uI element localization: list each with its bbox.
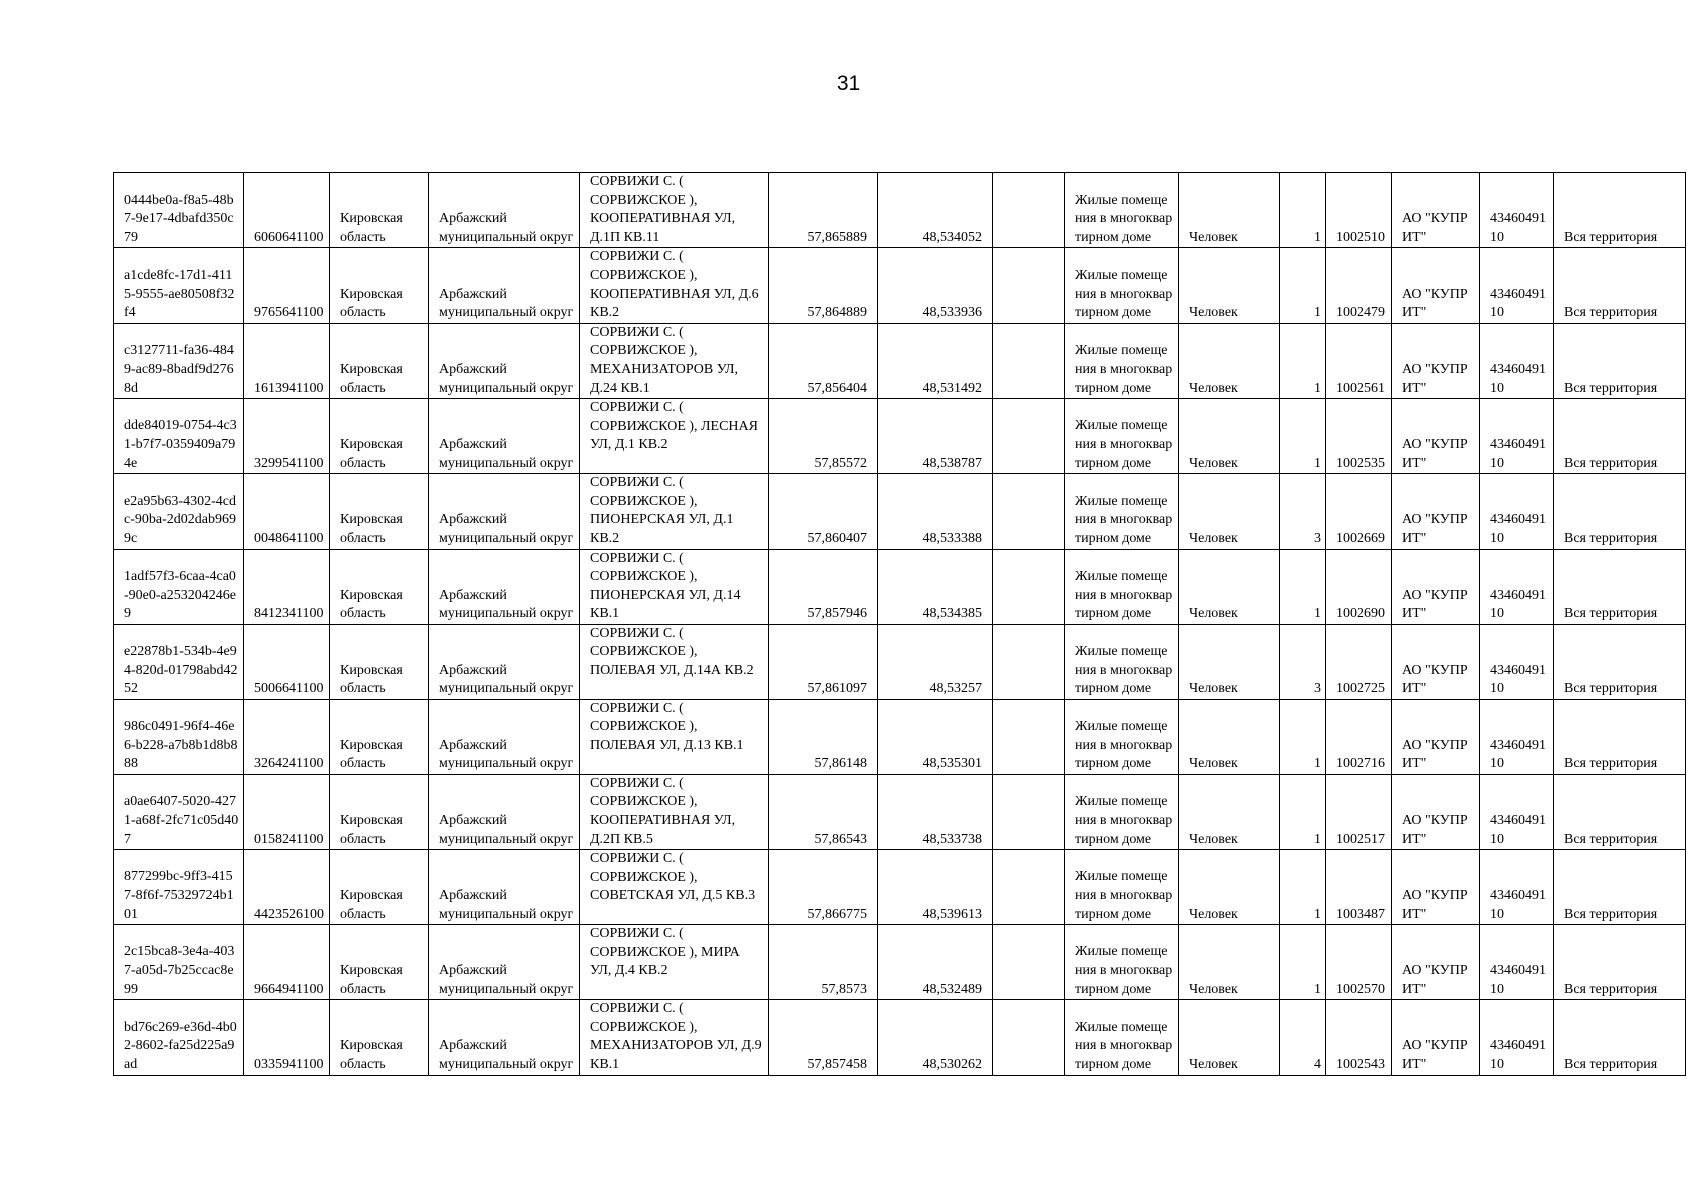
cell-number: 1002479 — [1326, 248, 1392, 323]
cell-region: Кировская область — [330, 774, 429, 849]
cell-organization: АО "КУПРИТ" — [1392, 624, 1480, 699]
cell-region: Кировская область — [330, 549, 429, 624]
table-row — [114, 1000, 1686, 1075]
cell-empty — [993, 774, 1065, 849]
cell-id: 2c15bca8-3e4a-4037-a05d-7b25ccac8e99 — [114, 925, 244, 1000]
cell-inn: 4346049110 — [1480, 173, 1554, 248]
cell-premises-type: Жилые помещения в многоквартирном доме — [1065, 925, 1179, 1000]
cell-empty — [993, 474, 1065, 549]
register-table — [113, 172, 1686, 1076]
cell-address: СОРВИЖИ С. ( СОРВИЖСКОЕ ), ПОЛЕВАЯ УЛ, Д.14А КВ.2 — [580, 624, 769, 699]
table-row — [114, 624, 1686, 699]
cell-empty — [993, 399, 1065, 474]
cell-district: Арбажский муниципальный округ — [429, 323, 580, 398]
cell-premises-type: Жилые помещения в многоквартирном доме — [1065, 624, 1179, 699]
cell-region: Кировская область — [330, 399, 429, 474]
cell-inn: 4346049110 — [1480, 323, 1554, 398]
cell-district: Арбажский муниципальный округ — [429, 699, 580, 774]
table-row — [114, 474, 1686, 549]
cell-premises-type: Жилые помещения в многоквартирном доме — [1065, 399, 1179, 474]
cell-latitude: 57,861097 — [769, 624, 878, 699]
cell-code: 9664941100 — [244, 925, 330, 1000]
cell-unit: Человек — [1179, 925, 1280, 1000]
cell-region: Кировская область — [330, 850, 429, 925]
cell-empty — [993, 173, 1065, 248]
cell-unit: Человек — [1179, 474, 1280, 549]
cell-organization: АО "КУПРИТ" — [1392, 173, 1480, 248]
cell-code: 0048641100 — [244, 474, 330, 549]
cell-district: Арбажский муниципальный округ — [429, 774, 580, 849]
cell-unit: Человек — [1179, 699, 1280, 774]
cell-organization: АО "КУПРИТ" — [1392, 248, 1480, 323]
cell-number: 1002543 — [1326, 1000, 1392, 1075]
cell-organization: АО "КУПРИТ" — [1392, 774, 1480, 849]
cell-address: СОРВИЖИ С. ( СОРВИЖСКОЕ ), КООПЕРАТИВНАЯ УЛ, Д.6 КВ.2 — [580, 248, 769, 323]
cell-code: 0158241100 — [244, 774, 330, 849]
table-row — [114, 925, 1686, 1000]
cell-empty — [993, 323, 1065, 398]
cell-premises-type: Жилые помещения в многоквартирном доме — [1065, 173, 1179, 248]
cell-region: Кировская область — [330, 699, 429, 774]
cell-territory: Вся территория — [1554, 549, 1686, 624]
cell-longitude: 48,531492 — [878, 323, 993, 398]
cell-latitude: 57,857458 — [769, 1000, 878, 1075]
cell-number: 1002535 — [1326, 399, 1392, 474]
cell-longitude: 48,534052 — [878, 173, 993, 248]
cell-code: 4423526100 — [244, 850, 330, 925]
cell-longitude: 48,534385 — [878, 549, 993, 624]
cell-count: 3 — [1280, 624, 1326, 699]
cell-unit: Человек — [1179, 399, 1280, 474]
cell-latitude: 57,865889 — [769, 173, 878, 248]
cell-region: Кировская область — [330, 1000, 429, 1075]
cell-territory: Вся территория — [1554, 1000, 1686, 1075]
cell-id: 1adf57f3-6caa-4ca0-90e0-a253204246e9 — [114, 549, 244, 624]
cell-id: 877299bc-9ff3-4157-8f6f-75329724b101 — [114, 850, 244, 925]
cell-inn: 4346049110 — [1480, 624, 1554, 699]
cell-territory: Вся территория — [1554, 850, 1686, 925]
cell-inn: 4346049110 — [1480, 248, 1554, 323]
cell-id: 986c0491-96f4-46e6-b228-a7b8b1d8b888 — [114, 699, 244, 774]
cell-longitude: 48,539613 — [878, 850, 993, 925]
cell-empty — [993, 925, 1065, 1000]
cell-address: СОРВИЖИ С. ( СОРВИЖСКОЕ ), СОВЕТСКАЯ УЛ, Д.5 КВ.3 — [580, 850, 769, 925]
cell-id: 0444be0a-f8a5-48b7-9e17-4dbafd350c79 — [114, 173, 244, 248]
cell-territory: Вся территория — [1554, 624, 1686, 699]
cell-address: СОРВИЖИ С. ( СОРВИЖСКОЕ ), МЕХАНИЗАТОРОВ УЛ, Д.24 КВ.1 — [580, 323, 769, 398]
cell-id: e22878b1-534b-4e94-820d-01798abd4252 — [114, 624, 244, 699]
cell-territory: Вся территория — [1554, 323, 1686, 398]
cell-address: СОРВИЖИ С. ( СОРВИЖСКОЕ ), МИРА УЛ, Д.4 КВ.2 — [580, 925, 769, 1000]
cell-district: Арбажский муниципальный округ — [429, 474, 580, 549]
cell-number: 1002725 — [1326, 624, 1392, 699]
cell-district: Арбажский муниципальный округ — [429, 399, 580, 474]
cell-number: 1002517 — [1326, 774, 1392, 849]
cell-unit: Человек — [1179, 774, 1280, 849]
table-row — [114, 399, 1686, 474]
cell-inn: 4346049110 — [1480, 399, 1554, 474]
cell-code: 5006641100 — [244, 624, 330, 699]
cell-empty — [993, 699, 1065, 774]
cell-territory: Вся территория — [1554, 173, 1686, 248]
cell-unit: Человек — [1179, 173, 1280, 248]
cell-latitude: 57,86543 — [769, 774, 878, 849]
cell-code: 3299541100 — [244, 399, 330, 474]
cell-empty — [993, 624, 1065, 699]
page-number: 31 — [836, 72, 861, 95]
cell-number: 1002561 — [1326, 323, 1392, 398]
cell-unit: Человек — [1179, 624, 1280, 699]
cell-count: 3 — [1280, 474, 1326, 549]
cell-count: 1 — [1280, 850, 1326, 925]
cell-longitude: 48,533738 — [878, 774, 993, 849]
cell-code: 3264241100 — [244, 699, 330, 774]
cell-unit: Человек — [1179, 1000, 1280, 1075]
cell-latitude: 57,85572 — [769, 399, 878, 474]
cell-organization: АО "КУПРИТ" — [1392, 323, 1480, 398]
cell-longitude: 48,532489 — [878, 925, 993, 1000]
cell-premises-type: Жилые помещения в многоквартирном доме — [1065, 1000, 1179, 1075]
cell-number: 1002690 — [1326, 549, 1392, 624]
cell-inn: 4346049110 — [1480, 774, 1554, 849]
cell-latitude: 57,8573 — [769, 925, 878, 1000]
cell-id: dde84019-0754-4c31-b7f7-0359409a794e — [114, 399, 244, 474]
cell-code: 8412341100 — [244, 549, 330, 624]
cell-number: 1003487 — [1326, 850, 1392, 925]
cell-number: 1002669 — [1326, 474, 1392, 549]
cell-count: 1 — [1280, 774, 1326, 849]
cell-premises-type: Жилые помещения в многоквартирном доме — [1065, 850, 1179, 925]
cell-inn: 4346049110 — [1480, 549, 1554, 624]
cell-address: СОРВИЖИ С. ( СОРВИЖСКОЕ ), ЛЕСНАЯ УЛ, Д.1 КВ.2 — [580, 399, 769, 474]
cell-count: 1 — [1280, 173, 1326, 248]
cell-count: 1 — [1280, 549, 1326, 624]
table-row — [114, 699, 1686, 774]
cell-organization: АО "КУПРИТ" — [1392, 1000, 1480, 1075]
table-row — [114, 850, 1686, 925]
table-row — [114, 549, 1686, 624]
cell-premises-type: Жилые помещения в многоквартирном доме — [1065, 248, 1179, 323]
cell-premises-type: Жилые помещения в многоквартирном доме — [1065, 323, 1179, 398]
cell-inn: 4346049110 — [1480, 850, 1554, 925]
cell-region: Кировская область — [330, 323, 429, 398]
cell-inn: 4346049110 — [1480, 1000, 1554, 1075]
cell-region: Кировская область — [330, 925, 429, 1000]
cell-longitude: 48,533388 — [878, 474, 993, 549]
cell-longitude: 48,538787 — [878, 399, 993, 474]
cell-count: 1 — [1280, 699, 1326, 774]
cell-latitude: 57,860407 — [769, 474, 878, 549]
cell-premises-type: Жилые помещения в многоквартирном доме — [1065, 774, 1179, 849]
cell-premises-type: Жилые помещения в многоквартирном доме — [1065, 699, 1179, 774]
cell-region: Кировская область — [330, 173, 429, 248]
cell-inn: 4346049110 — [1480, 925, 1554, 1000]
cell-code: 1613941100 — [244, 323, 330, 398]
cell-region: Кировская область — [330, 248, 429, 323]
cell-district: Арбажский муниципальный округ — [429, 624, 580, 699]
cell-code: 6060641100 — [244, 173, 330, 248]
cell-longitude: 48,53257 — [878, 624, 993, 699]
cell-number: 1002510 — [1326, 173, 1392, 248]
cell-address: СОРВИЖИ С. ( СОРВИЖСКОЕ ), КООПЕРАТИВНАЯ УЛ, Д.2П КВ.5 — [580, 774, 769, 849]
cell-district: Арбажский муниципальный округ — [429, 925, 580, 1000]
cell-number: 1002716 — [1326, 699, 1392, 774]
cell-id: e2a95b63-4302-4cdc-90ba-2d02dab9699c — [114, 474, 244, 549]
cell-premises-type: Жилые помещения в многоквартирном доме — [1065, 549, 1179, 624]
cell-count: 1 — [1280, 323, 1326, 398]
cell-latitude: 57,86148 — [769, 699, 878, 774]
cell-territory: Вся территория — [1554, 474, 1686, 549]
cell-id: a1cde8fc-17d1-4115-9555-ae80508f32f4 — [114, 248, 244, 323]
cell-code: 9765641100 — [244, 248, 330, 323]
cell-inn: 4346049110 — [1480, 699, 1554, 774]
cell-region: Кировская область — [330, 474, 429, 549]
cell-territory: Вся территория — [1554, 774, 1686, 849]
cell-count: 1 — [1280, 399, 1326, 474]
cell-territory: Вся территория — [1554, 399, 1686, 474]
register-rows — [114, 173, 1686, 1076]
cell-organization: АО "КУПРИТ" — [1392, 925, 1480, 1000]
cell-organization: АО "КУПРИТ" — [1392, 399, 1480, 474]
cell-longitude: 48,535301 — [878, 699, 993, 774]
cell-latitude: 57,866775 — [769, 850, 878, 925]
cell-latitude: 57,857946 — [769, 549, 878, 624]
cell-latitude: 57,856404 — [769, 323, 878, 398]
cell-count: 4 — [1280, 1000, 1326, 1075]
cell-id: c3127711-fa36-4849-ac89-8badf9d2768d — [114, 323, 244, 398]
cell-region: Кировская область — [330, 624, 429, 699]
cell-unit: Человек — [1179, 850, 1280, 925]
table-row — [114, 774, 1686, 849]
cell-unit: Человек — [1179, 323, 1280, 398]
cell-district: Арбажский муниципальный округ — [429, 549, 580, 624]
cell-count: 1 — [1280, 248, 1326, 323]
cell-territory: Вся территория — [1554, 699, 1686, 774]
cell-territory: Вся территория — [1554, 248, 1686, 323]
cell-unit: Человек — [1179, 549, 1280, 624]
cell-organization: АО "КУПРИТ" — [1392, 474, 1480, 549]
cell-district: Арбажский муниципальный округ — [429, 1000, 580, 1075]
cell-inn: 4346049110 — [1480, 474, 1554, 549]
cell-district: Арбажский муниципальный округ — [429, 248, 580, 323]
cell-number: 1002570 — [1326, 925, 1392, 1000]
cell-latitude: 57,864889 — [769, 248, 878, 323]
cell-empty — [993, 549, 1065, 624]
table-row — [114, 248, 1686, 323]
cell-address: СОРВИЖИ С. ( СОРВИЖСКОЕ ), МЕХАНИЗАТОРОВ УЛ, Д.9 КВ.1 — [580, 1000, 769, 1075]
cell-organization: АО "КУПРИТ" — [1392, 549, 1480, 624]
cell-id: bd76c269-e36d-4b02-8602-fa25d225a9ad — [114, 1000, 244, 1075]
cell-longitude: 48,530262 — [878, 1000, 993, 1075]
cell-organization: АО "КУПРИТ" — [1392, 699, 1480, 774]
cell-unit: Человек — [1179, 248, 1280, 323]
cell-count: 1 — [1280, 925, 1326, 1000]
cell-empty — [993, 850, 1065, 925]
table-row — [114, 323, 1686, 398]
cell-address: СОРВИЖИ С. ( СОРВИЖСКОЕ ), ПОЛЕВАЯ УЛ, Д.13 КВ.1 — [580, 699, 769, 774]
cell-district: Арбажский муниципальный округ — [429, 850, 580, 925]
cell-address: СОРВИЖИ С. ( СОРВИЖСКОЕ ), КООПЕРАТИВНАЯ УЛ, Д.1П КВ.11 — [580, 173, 769, 248]
cell-territory: Вся территория — [1554, 925, 1686, 1000]
cell-id: a0ae6407-5020-4271-a68f-2fc71c05d407 — [114, 774, 244, 849]
cell-empty — [993, 1000, 1065, 1075]
cell-longitude: 48,533936 — [878, 248, 993, 323]
cell-district: Арбажский муниципальный округ — [429, 173, 580, 248]
cell-address: СОРВИЖИ С. ( СОРВИЖСКОЕ ), ПИОНЕРСКАЯ УЛ, Д.1 КВ.2 — [580, 474, 769, 549]
cell-empty — [993, 248, 1065, 323]
table-row — [114, 173, 1686, 248]
cell-premises-type: Жилые помещения в многоквартирном доме — [1065, 474, 1179, 549]
cell-code: 0335941100 — [244, 1000, 330, 1075]
cell-address: СОРВИЖИ С. ( СОРВИЖСКОЕ ), ПИОНЕРСКАЯ УЛ, Д.14 КВ.1 — [580, 549, 769, 624]
cell-organization: АО "КУПРИТ" — [1392, 850, 1480, 925]
